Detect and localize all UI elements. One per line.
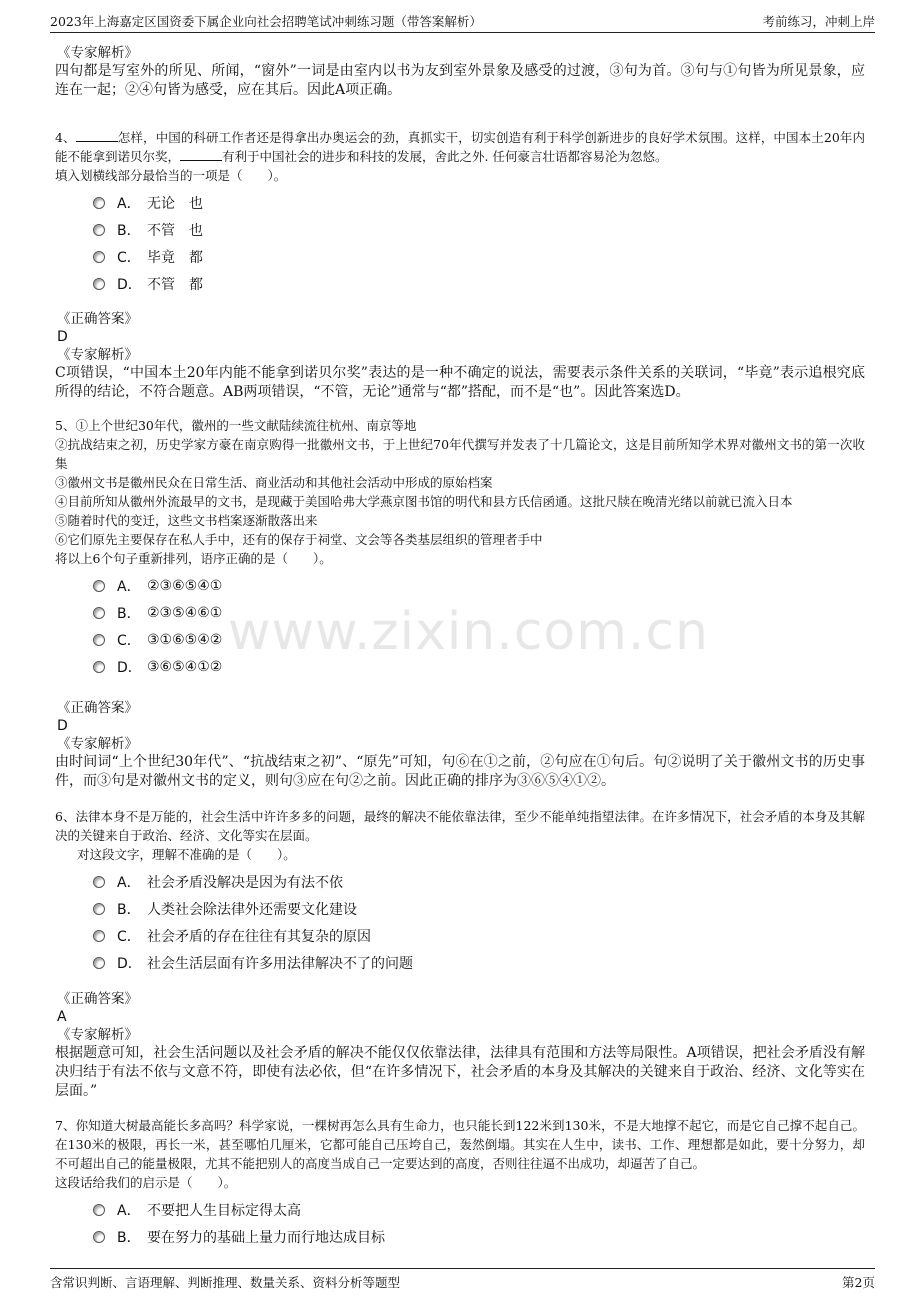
question-6 <box>55 807 865 976</box>
q5-answer: D <box>57 718 68 734</box>
q3-analysis: 四句都是写室外的所见、所闻，“窗外”一词是由室内以书为友到室外景象及感受的过渡，③句为首。③句与①句皆为所见景象，应连在一起；②④句皆为感受，应在其后。因此A项正确。 <box>55 63 865 98</box>
document-title: 2023年上海嘉定区国资委下属企业向社会招聘笔试冲刺练习题（带答案解析） <box>50 14 482 29</box>
q7-stem: 7、你知道大树最高能长多高吗？科学家说，一棵树再怎么具有生命力，也只能长到122米到130米，不是大地撑不起它，而是它自己撑不起自己。在130米的极限，再长一米，甚至哪怕几厘米，它都可能自己压垮自己，轰然倒塌。其实在人生中，读书、工作、理想都是如此，要十分努力，却不可超出自己的能量极限，尤其不能把别人的高度当成自己一定要达到的高度，否则往往逼不出成功，却逼苦了自己。 <box>55 1118 865 1171</box>
q5-sentence-3: ③徽州文书是徽州民众在日常生活、商业活动和其他社会活动中形成的原始档案 <box>55 475 493 490</box>
header-slogan: 考前练习，冲刺上岸 <box>762 14 875 29</box>
q6-answer: A <box>57 1009 67 1025</box>
page-number: 第2页 <box>842 1275 875 1290</box>
q4-options <box>93 189 865 297</box>
q4-answer-block <box>55 310 865 402</box>
watermark: www.zixin.com.cn <box>228 602 709 662</box>
page-header <box>50 10 875 33</box>
q6-options <box>93 868 865 976</box>
analysis-tag: 《专家解析》 <box>57 736 138 752</box>
radio-icon[interactable] <box>93 251 105 263</box>
q6-prompt: 对这段文字，理解不准确的是（ ）。 <box>77 847 296 862</box>
answer-tag: 《正确答案》 <box>57 991 138 1007</box>
q4-option-c[interactable]: C． 毕竟 都 <box>93 243 865 270</box>
radio-icon[interactable] <box>93 661 105 673</box>
fill-blank-1 <box>76 129 118 142</box>
analysis-tag: 《专家解析》 <box>57 1027 138 1043</box>
q6-answer-block <box>55 990 865 1101</box>
radio-icon[interactable] <box>93 607 105 619</box>
q5-sentence-1: 5、①上个世纪30年代，徽州的一些文献陆续流往杭州、南京等地 <box>55 418 417 433</box>
footer-note: 含常识判断、言语理解、判断推理、数量关系、资料分析等题型 <box>50 1275 401 1290</box>
q4-option-d[interactable]: D． 不管 都 <box>93 270 865 297</box>
q3-analysis-block <box>55 44 865 100</box>
q7-prompt: 这段话给我们的启示是（ ）。 <box>55 1175 237 1190</box>
page-footer <box>50 1268 875 1293</box>
answer-tag: 《正确答案》 <box>57 700 138 716</box>
q4-stem: 4、 怎样，中国的科研工作者还是得拿出办奥运会的劲，真抓实干，切实创造有利于科学创新进步的良好学术氛围。这样，中国本土20年内能不能拿到诺贝尔奖， 有利于中国社会的进步和科技的发展，舍此之外. 任何豪言壮语都容易沦为忽悠。 <box>55 130 865 164</box>
analysis-tag: 《专家解析》 <box>57 347 138 363</box>
q5-option-d[interactable]: D． ③⑥⑤④①② <box>93 653 865 680</box>
q5-options <box>93 572 865 680</box>
q7-options <box>93 1196 865 1250</box>
radio-icon[interactable] <box>93 1204 105 1216</box>
radio-icon[interactable] <box>93 957 105 969</box>
q6-option-b[interactable]: B． 人类社会除法律外还需要文化建设 <box>93 895 865 922</box>
q5-option-b[interactable]: B． ②③⑤④⑥① <box>93 599 865 626</box>
radio-icon[interactable] <box>93 930 105 942</box>
q4-answer: D <box>57 329 68 345</box>
radio-icon[interactable] <box>93 278 105 290</box>
radio-icon[interactable] <box>93 876 105 888</box>
question-4 <box>55 128 865 297</box>
q5-sentence-5: ⑤随着时代的变迁，这些文书档案逐渐散落出来 <box>55 513 318 528</box>
answer-tag: 《正确答案》 <box>57 311 138 327</box>
q6-option-a[interactable]: A． 社会矛盾没解决是因为有法不依 <box>93 868 865 895</box>
q5-option-a[interactable]: A． ②③⑥⑤④① <box>93 572 865 599</box>
q5-prompt: 将以上6个句子重新排列，语序正确的是（ ）。 <box>55 551 332 566</box>
q6-option-c[interactable]: C． 社会矛盾的存在往往有其复杂的原因 <box>93 922 865 949</box>
question-5 <box>55 416 865 680</box>
q7-option-b[interactable]: B． 要在努力的基础上量力而行地达成目标 <box>93 1223 865 1250</box>
q6-option-d[interactable]: D． 社会生活层面有许多用法律解决不了的问题 <box>93 949 865 976</box>
radio-icon[interactable] <box>93 903 105 915</box>
radio-icon[interactable] <box>93 1231 105 1243</box>
q7-option-a[interactable]: A． 不要把人生目标定得太高 <box>93 1196 865 1223</box>
analysis-tag: 《专家解析》 <box>57 45 138 61</box>
q4-option-a[interactable]: A． 无论 也 <box>93 189 865 216</box>
question-7 <box>55 1116 865 1250</box>
q5-answer-block <box>55 699 865 791</box>
q5-analysis: 由时间词“上个世纪30年代”、“抗战结束之初”、“原先”可知，句⑥在①之前，②句应在①句后。句②说明了关于徽州文书的历史事件，而③句是对徽州文书的定义，则句③应在句②之前。因此正确的排序为③⑥⑤④①②。 <box>55 754 865 789</box>
q5-sentence-4: ④目前所知从徽州外流最早的文书，是现藏于美国哈弗大学燕京图书馆的明代和县方氏信函通。这批尺牍在晚清光绪以前就已流入日本 <box>55 494 793 509</box>
radio-icon[interactable] <box>93 580 105 592</box>
q6-stem: 6、法律本身不是万能的，社会生活中许许多多的问题，最终的解决不能依靠法律，至少不能单纯指望法律。在许多情况下，社会矛盾的本身及其解决的关键来自于政治、经济、文化等实在层面。 <box>55 809 865 843</box>
q4-option-b[interactable]: B． 不管 也 <box>93 216 865 243</box>
radio-icon[interactable] <box>93 224 105 236</box>
radio-icon[interactable] <box>93 197 105 209</box>
fill-blank-2 <box>180 148 222 161</box>
radio-icon[interactable] <box>93 634 105 646</box>
q5-option-c[interactable]: C． ③①⑥⑤④② <box>93 626 865 653</box>
q4-analysis: C项错误，“中国本土20年内能不能拿到诺贝尔奖”表达的是一种不确定的说法，需要表示条件关系的关联词，“毕竟”表示追根究底所得的结论，不符合题意。AB两项错误，“不管，无论”通常与“都”搭配，而不是“也”。因此答案选D。 <box>55 365 865 400</box>
q6-analysis: 根据题意可知，社会生活问题以及社会矛盾的解决不能仅仅依靠法律，法律具有范围和方法等局限性。A项错误，把社会矛盾没有解决归结于有法不依与文意不符，即使有法必依，但“在许多情况下，社会矛盾的本身及其解决的关键来自于政治、经济、文化等实在层面。” <box>55 1045 865 1099</box>
q5-sentence-2: ②抗战结束之初，历史学家方豪在南京购得一批徽州文书，于上世纪70年代撰写并发表了十几篇论文，这是目前所知学术界对徽州文书的第一次收集 <box>55 437 865 471</box>
q5-sentence-6: ⑥它们原先主要保存在私人手中，还有的保存于祠堂、文会等各类基层组织的管理者手中 <box>55 532 543 547</box>
q4-prompt: 填入划横线部分最恰当的一项是（ ）。 <box>55 168 287 183</box>
